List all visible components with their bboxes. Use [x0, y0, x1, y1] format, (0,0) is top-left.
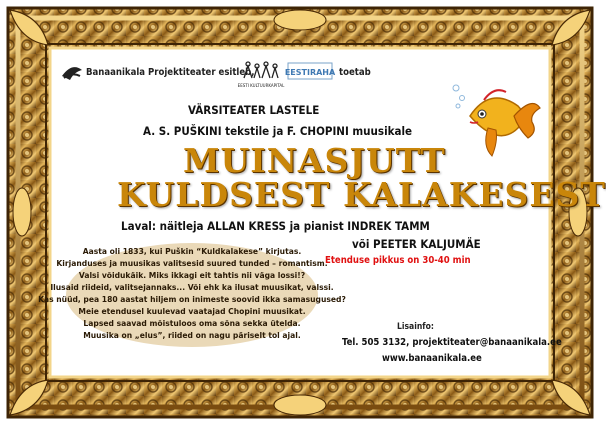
- performers-line-2: või PEETER KALJUMÄE: [352, 237, 481, 251]
- website-link[interactable]: www.banaanikala.ee: [382, 353, 482, 364]
- description-line: Muusika on „elus”, riided on nagu päriselt tol ajal.: [83, 331, 301, 340]
- description-line: Meie etendusel kuulevad vaatajad Chopini muusikat.: [78, 307, 306, 316]
- description-line: Valsi võidukäik. Miks ikkagi eit tahtis nii väga lossi!?: [78, 271, 306, 280]
- description-line: Kas nüüd, pea 180 aastat hiljem on inimeste soovid ikka samasugused?: [38, 295, 346, 304]
- subtitle-line-2: A. S. PUŠKINI tekstile ja F. CHOPINI muusikale: [143, 124, 413, 138]
- supporter-text: toetab: [339, 67, 371, 78]
- description-line: Lapsed saavad mõistuloos oma sõna sekka ütelda.: [83, 319, 301, 328]
- eestiraha-logo-text: EESTIRAHA: [284, 68, 336, 77]
- description-line: Ilusaid riideid, valitsejannaks... Või ehk ka ilusat muusikat, valssi.: [50, 283, 334, 292]
- phone-email-link[interactable]: Tel. 505 3132, projektiteater@banaanikala.ee: [342, 337, 562, 348]
- presenter-text: Banaanikala Projektiteater esitleb,: [86, 67, 255, 78]
- duration-text: Etenduse pikkus on 30-40 min: [325, 255, 471, 266]
- title-line-1: MUINASJUTT: [183, 141, 446, 180]
- performers-line-1: Laval: näitleja ALLAN KRESS ja pianist INDREK TAMM: [121, 219, 430, 233]
- banaanikala-logo-icon: [60, 60, 84, 82]
- kulturkapital-logo-text: EESTI KULTUURKAPITAL: [237, 83, 285, 88]
- description-oval: [38, 243, 346, 347]
- eestiraha-logo-icon: [286, 60, 334, 82]
- subtitle-line-1: VÄRSITEATER LASTELE: [188, 103, 320, 117]
- info-label: Lisainfo:: [397, 322, 434, 332]
- description-line: Kirjanduses ja muusikas valitsesid suured tunded – romantism.: [56, 259, 328, 268]
- golden-fish-icon: [448, 78, 548, 160]
- description-line: Aasta oli 1833, kui Puškin “Kuldkalakese” kirjutas.: [82, 247, 302, 256]
- title-line-2: KULDSEST KALAKESEST: [117, 175, 606, 214]
- kulturkapital-logo-icon: [237, 58, 285, 90]
